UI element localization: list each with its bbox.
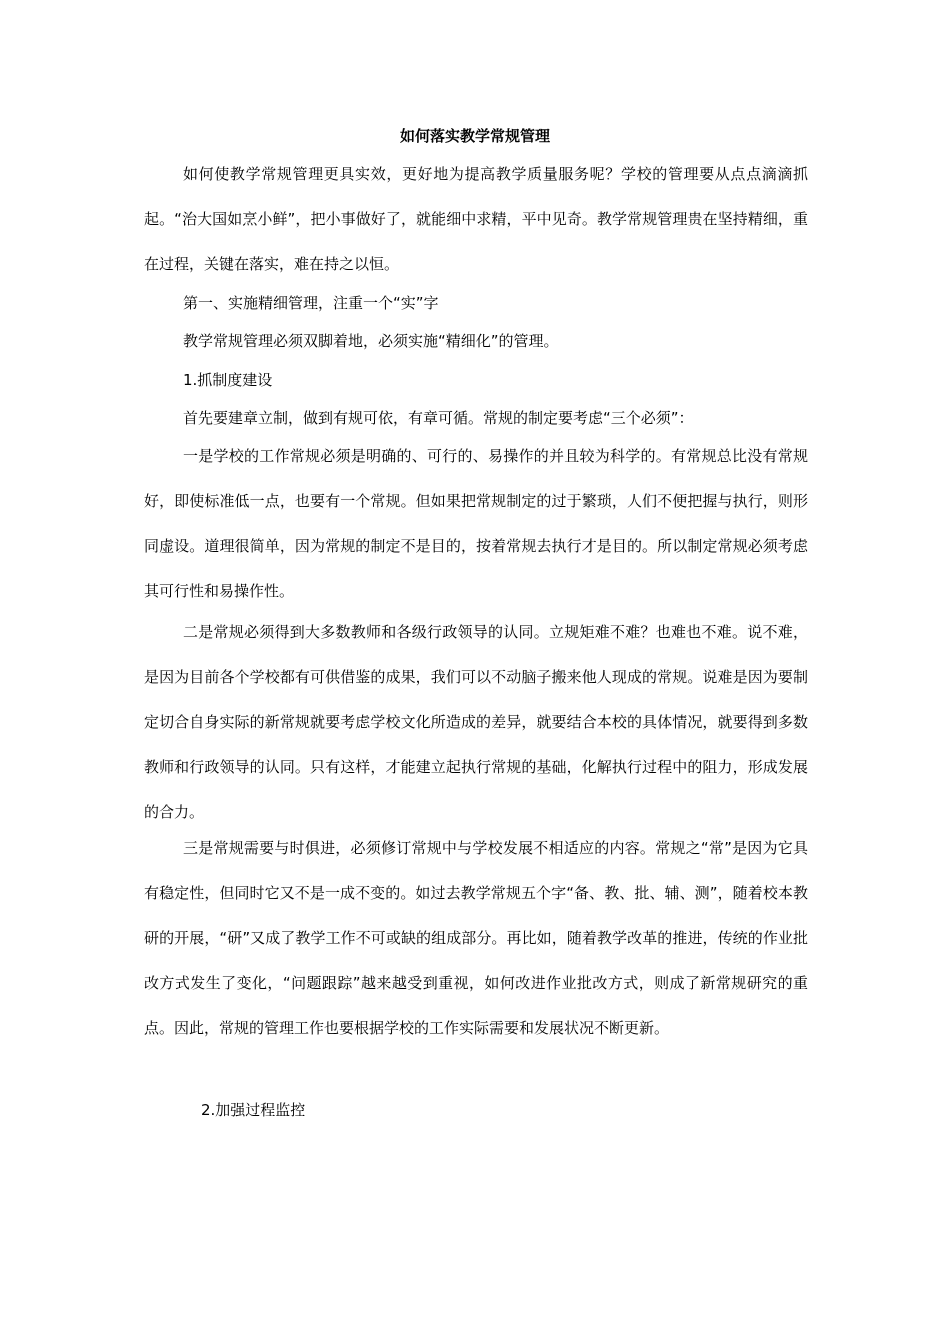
subheading-2: 2.加强过程监控	[201, 1101, 306, 1119]
document-title: 如何落实教学常规管理	[399, 127, 550, 145]
paragraph-must-three: 三是常规需要与时俱进，必须修订常规中与学校发展不相适应的内容。常规之“常”是因为它具有稳定性，但同时它又不是一成不变的。如过去教学常规五个字“备、教、批、辅、测”，随着校本教研的开展，“研”又成了教学工作不可或缺的组成部分。再比如，随着教学改革的推进，传统的作业批改方式发生了变化，“问题跟踪”越来越受到重视，如何改进作业批改方式，则成了新常规研究的重点。因此，常规的管理工作也要根据学校的工作实际需要和发展状况不断更新。	[144, 839, 808, 1037]
paragraph-intro: 如何使教学常规管理更具实效，更好地为提高教学质量服务呢？学校的管理要从点点滴滴抓起。“治大国如烹小鲜”，把小事做好了，就能细中求精，平中见奇。教学常规管理贵在坚持精细，重在过程，关键在落实，难在持之以恒。	[144, 165, 808, 273]
subheading-1: 1.抓制度建设	[183, 371, 273, 389]
paragraph-must-one: 一是学校的工作常规必须是明确的、可行的、易操作的并且较为科学的。有常规总比没有常规好，即使标准低一点，也要有一个常规。但如果把常规制定的过于繁琐，人们不便把握与执行，则形同虚设。道理很简单，因为常规的制定不是目的，按着常规去执行才是目的。所以制定常规必须考虑其可行性和易操作性。	[144, 447, 808, 600]
section-heading-1: 第一、实施精细管理，注重一个“实”字	[183, 294, 439, 312]
paragraph-three-musts: 首先要建章立制，做到有规可依，有章可循。常规的制定要考虑“三个必须”：	[183, 409, 694, 427]
paragraph-must-two: 二是常规必须得到大多数教师和各级行政领导的认同。立规矩难不难？也难也不难。说不难，是因为目前各个学校都有可供借鉴的成果，我们可以不动脑子搬来他人现成的常规。说难是因为要制定切合自身实际的新常规就要考虑学校文化所造成的差异，就要结合本校的具体情况，就要得到多数教师和行政领导的认同。只有这样，才能建立起执行常规的基础，化解执行过程中的阻力，形成发展的合力。	[144, 623, 808, 821]
paragraph-section-1: 教学常规管理必须双脚着地，必须实施“精细化”的管理。	[183, 332, 559, 350]
